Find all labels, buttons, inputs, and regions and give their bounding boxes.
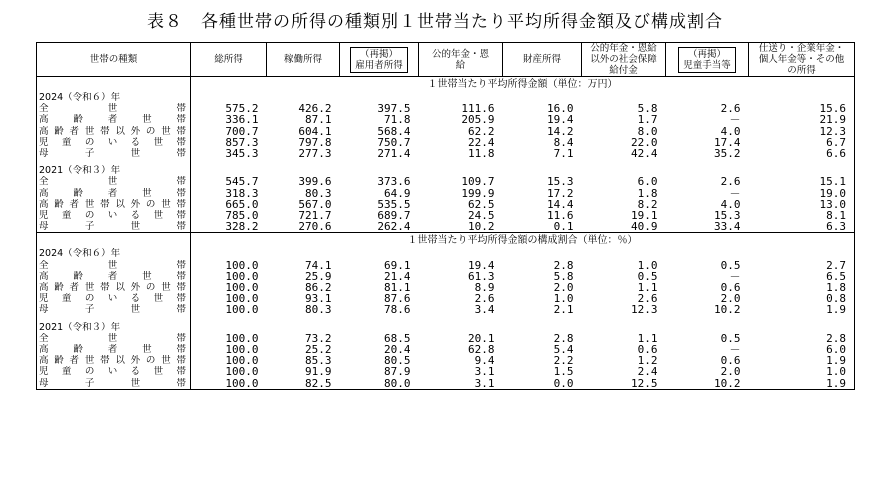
table-row: [37, 221, 855, 233]
value-cell: 3.4: [474, 304, 495, 316]
year-row-empty-cell: [582, 92, 666, 103]
value-cell: 81.1: [384, 282, 411, 294]
value-cell: 2.0: [553, 282, 574, 294]
value-cell: 10.2: [419, 221, 503, 233]
value-cell: 4.0: [720, 125, 741, 137]
value-cell: 14.2: [547, 125, 574, 137]
year-row-empty-cell: [749, 165, 855, 176]
value-cell: 73.2: [305, 332, 332, 345]
year-row-empty-cell: [267, 248, 340, 259]
header-employer-income: [340, 43, 419, 77]
household-type-label: 高 齢 者 世 帯: [37, 271, 191, 282]
year-row-empty-cell: [267, 165, 340, 176]
value-cell: 68.5: [384, 332, 411, 345]
value-cell: 665.0: [225, 198, 259, 211]
household-type-label: 母 子 世 帯: [37, 378, 191, 390]
value-cell: 19.4: [468, 259, 495, 271]
value-cell: 1.9: [749, 355, 855, 366]
year-row-empty-cell: [582, 322, 666, 333]
year-row-empty-cell: [419, 165, 503, 176]
value-cell: 1.0: [749, 366, 855, 377]
household-type-label: 母 子 世 帯: [37, 304, 191, 315]
value-cell: 100.0: [225, 282, 259, 294]
value-cell: 1.8: [637, 187, 658, 199]
header-public-pension: 公的年金・恩給: [419, 43, 503, 77]
value-cell: 22.4: [468, 136, 495, 149]
year-row-empty-cell: [267, 92, 340, 103]
income-table: [36, 42, 855, 390]
table-row: [37, 333, 855, 344]
value-cell: 689.7: [377, 210, 411, 222]
value-cell: 397.5: [377, 103, 411, 115]
value-cell: 15.1: [749, 176, 855, 187]
value-cell: 0.6: [637, 344, 658, 356]
value-cell: 85.3: [305, 355, 332, 367]
household-type-label: 高 齢 者 世 帯: [37, 114, 191, 125]
value-cell: 1.1: [637, 332, 658, 345]
value-cell: 21.4: [384, 270, 411, 283]
value-cell: 797.8: [298, 136, 332, 149]
value-cell: 64.9: [384, 187, 411, 199]
value-cell: 3.1: [474, 366, 495, 378]
household-type-label: 高 齢 者 世 帯: [37, 188, 191, 199]
household-type-label: 児童のいる世帯: [37, 137, 191, 148]
child-allowance-label: 児童手当等: [683, 59, 731, 71]
value-cell: 5.4: [553, 344, 574, 356]
value-cell: 2.0: [720, 366, 741, 378]
year-row-empty-cell: [749, 248, 855, 259]
table-row: [37, 304, 855, 315]
value-cell: 100.0: [225, 366, 259, 378]
value-cell: 42.4: [631, 148, 658, 160]
value-cell: 604.1: [298, 125, 332, 137]
value-cell: 205.9: [461, 114, 495, 126]
value-cell: 6.5: [749, 271, 855, 282]
value-cell: 35.2: [714, 148, 741, 160]
value-cell: 2.6: [637, 293, 658, 305]
value-cell: 1.1: [637, 282, 658, 294]
value-cell: 2.8: [553, 259, 574, 271]
year-row-empty-cell: [503, 322, 582, 333]
value-cell: 1.0: [553, 293, 574, 305]
year-row-empty-cell: [419, 248, 503, 259]
value-cell: 8.4: [553, 136, 574, 149]
value-cell: 10.2: [714, 304, 741, 316]
household-type-label: 全 世 帯: [37, 103, 191, 114]
value-cell: 5.8: [553, 270, 574, 283]
value-cell: 700.7: [225, 125, 259, 137]
year-row-empty-cell: [340, 92, 419, 103]
table-row: [37, 137, 855, 148]
table-row: [37, 210, 855, 221]
year-row: [37, 165, 855, 176]
value-cell: 82.5: [267, 378, 340, 390]
value-cell: 20.4: [384, 344, 411, 356]
employer-income-box: [350, 47, 408, 73]
value-cell: －: [729, 114, 741, 126]
value-cell: 2.7: [749, 260, 855, 271]
value-cell: 9.4: [474, 355, 495, 367]
table-header: [37, 43, 855, 77]
value-cell: 785.0: [225, 210, 259, 222]
year-row-empty-cell: [503, 92, 582, 103]
value-cell: 0.6: [720, 355, 741, 367]
value-cell: 25.2: [305, 344, 332, 356]
table-row: [37, 366, 855, 377]
year-row-empty-cell: [666, 92, 749, 103]
value-cell: 87.6: [384, 293, 411, 305]
year-row: [37, 322, 855, 333]
value-cell: 318.3: [225, 187, 259, 199]
value-cell: 0.1: [503, 221, 582, 233]
value-cell: 62.8: [468, 344, 495, 356]
table-row: [37, 282, 855, 293]
value-cell: 8.1: [749, 210, 855, 221]
value-cell: 1.7: [637, 114, 658, 126]
household-type-label: 高 齢 者 世 帯: [37, 344, 191, 355]
value-cell: 10.2: [666, 378, 749, 390]
value-cell: 535.5: [377, 198, 411, 211]
value-cell: 100.0: [225, 344, 259, 356]
table-row: [37, 148, 855, 159]
year-row-empty-cell: [503, 165, 582, 176]
year-row-empty-cell: [340, 248, 419, 259]
value-cell: 19.0: [749, 188, 855, 199]
value-cell: 111.6: [461, 103, 495, 115]
value-cell: 14.4: [547, 198, 574, 211]
table-row: [37, 260, 855, 271]
value-cell: 1.9: [749, 378, 855, 390]
year-row-empty-cell: [749, 92, 855, 103]
value-cell: 6.0: [637, 176, 658, 188]
year-label: 2024（令和６）年: [37, 248, 191, 259]
value-cell: 2.6: [720, 176, 741, 188]
year-row-empty-cell: [582, 165, 666, 176]
value-cell: 4.0: [720, 198, 741, 211]
value-cell: 2.6: [474, 293, 495, 305]
value-cell: 100.0: [225, 270, 259, 283]
value-cell: 271.4: [377, 148, 411, 160]
value-cell: 857.3: [225, 136, 259, 149]
value-cell: 270.6: [267, 221, 340, 233]
value-cell: 12.3: [631, 304, 658, 316]
table-row: [37, 378, 855, 390]
year-row: [37, 248, 855, 259]
year-row-empty-cell: [666, 322, 749, 333]
year-row-empty-cell: [191, 248, 267, 259]
value-cell: 87.9: [384, 366, 411, 378]
year-row: [37, 92, 855, 103]
value-cell: 8.2: [637, 198, 658, 211]
table-row: [37, 176, 855, 187]
value-cell: 71.8: [384, 114, 411, 126]
table-row: [37, 355, 855, 366]
value-cell: 74.1: [305, 259, 332, 271]
header-total-income: 総所得: [191, 43, 267, 77]
value-cell: 2.0: [720, 293, 741, 305]
year-row-empty-cell: [666, 165, 749, 176]
household-type-label: 全 世 帯: [37, 260, 191, 271]
value-cell: 12.3: [749, 126, 855, 137]
value-cell: 2.4: [637, 366, 658, 378]
value-cell: 91.9: [305, 366, 332, 378]
value-cell: 100.0: [225, 304, 259, 316]
year-row-empty-cell: [749, 322, 855, 333]
header-social-security: 公的年金・恩給以外の社会保障給付金: [582, 43, 666, 77]
value-cell: 568.4: [377, 125, 411, 137]
value-cell: 16.0: [547, 103, 574, 115]
value-cell: 750.7: [377, 136, 411, 149]
value-cell: 277.3: [298, 148, 332, 160]
header-child-allowance: [666, 43, 749, 77]
value-cell: 109.7: [461, 176, 495, 188]
section-header-row: [37, 233, 855, 249]
year-label: 2024（令和６）年: [37, 92, 191, 103]
value-cell: 80.3: [305, 304, 332, 316]
table-row: [37, 114, 855, 125]
value-cell: 0.5: [637, 270, 658, 283]
household-type-label: 全 世 帯: [37, 176, 191, 187]
value-cell: 3.1: [419, 378, 503, 390]
value-cell: 78.6: [384, 304, 411, 316]
table-row: [37, 293, 855, 304]
value-cell: 15.3: [547, 176, 574, 188]
value-cell: 199.9: [461, 187, 495, 199]
value-cell: 100.0: [225, 259, 259, 271]
household-type-label: 母 子 世 帯: [37, 221, 191, 233]
year-row-empty-cell: [340, 165, 419, 176]
table-title: 表８ 各種世帯の所得の種類別１世帯当たり平均所得金額及び構成割合: [147, 12, 723, 32]
value-cell: 100.0: [225, 332, 259, 345]
household-type-label: 母 子 世 帯: [37, 148, 191, 159]
table-row: [37, 199, 855, 210]
value-cell: 33.4: [666, 221, 749, 233]
household-type-label: 高齢者世帯以外の世帯: [37, 126, 191, 137]
household-type-label: 全 世 帯: [37, 333, 191, 344]
header-employment-income: 稼働所得: [267, 43, 340, 77]
value-cell: 22.0: [631, 136, 658, 149]
year-row-empty-cell: [419, 92, 503, 103]
table-row: [37, 188, 855, 199]
value-cell: 69.1: [384, 259, 411, 271]
household-type-label: 児童のいる世帯: [37, 210, 191, 221]
table-row: [37, 344, 855, 355]
value-cell: 19.4: [547, 114, 574, 126]
value-cell: 2.8: [749, 333, 855, 344]
value-cell: 25.9: [305, 270, 332, 283]
value-cell: 1.9: [749, 304, 855, 315]
value-cell: 12.5: [582, 378, 666, 390]
section-title: １世帯当たり平均所得金額の構成割合（単位：％）: [191, 233, 855, 249]
value-cell: 545.7: [225, 176, 259, 188]
employer-income-label: 雇用者所得: [355, 59, 403, 71]
table-row: [37, 126, 855, 137]
value-cell: 7.1: [553, 148, 574, 160]
value-cell: 80.0: [340, 378, 419, 390]
value-cell: 1.0: [637, 259, 658, 271]
value-cell: 15.6: [749, 103, 855, 114]
year-row-empty-cell: [267, 322, 340, 333]
employer-income-sub-label: （再掲）: [359, 48, 398, 60]
year-row-empty-cell: [666, 248, 749, 259]
child-allowance-sub-label: （再掲）: [687, 48, 726, 60]
household-type-label: 高齢者世帯以外の世帯: [37, 199, 191, 210]
value-cell: 2.1: [553, 304, 574, 316]
section-header-row: [37, 77, 855, 93]
header-household-type: 世帯の種類: [37, 43, 191, 77]
value-cell: 11.6: [547, 210, 574, 222]
value-cell: 100.0: [225, 355, 259, 367]
household-type-label: 児童のいる世帯: [37, 366, 191, 377]
value-cell: 1.5: [553, 366, 574, 378]
value-cell: 93.1: [305, 293, 332, 305]
value-cell: 24.5: [468, 210, 495, 222]
value-cell: 2.6: [720, 103, 741, 115]
value-cell: 8.9: [474, 282, 495, 294]
section-label-spacer: [37, 77, 191, 93]
value-cell: 336.1: [225, 114, 259, 126]
value-cell: 399.6: [298, 176, 332, 188]
value-cell: 15.3: [714, 210, 741, 222]
value-cell: －: [729, 270, 741, 283]
value-cell: 262.4: [340, 221, 419, 233]
value-cell: 100.0: [191, 378, 267, 390]
value-cell: 1.2: [637, 355, 658, 367]
value-cell: 0.6: [720, 282, 741, 294]
value-cell: 373.6: [377, 176, 411, 188]
table-body: [37, 77, 855, 390]
value-cell: 61.3: [468, 270, 495, 283]
household-type-label: 高齢者世帯以外の世帯: [37, 282, 191, 293]
value-cell: 11.8: [468, 148, 495, 160]
value-cell: 0.8: [749, 293, 855, 304]
value-cell: 17.2: [547, 187, 574, 199]
value-cell: 426.2: [298, 103, 332, 115]
value-cell: 13.0: [749, 199, 855, 210]
year-row-empty-cell: [191, 165, 267, 176]
value-cell: 6.6: [749, 148, 855, 159]
section-title: １世帯当たり平均所得金額（単位：万円）: [191, 77, 855, 93]
value-cell: 1.8: [749, 282, 855, 293]
value-cell: 575.2: [225, 103, 259, 115]
value-cell: 62.5: [468, 198, 495, 211]
table-row: [37, 103, 855, 114]
value-cell: 0.5: [720, 259, 741, 271]
value-cell: 100.0: [225, 293, 259, 305]
value-cell: －: [729, 187, 741, 199]
value-cell: －: [729, 344, 741, 356]
year-label: 2021（令和３）年: [37, 322, 191, 333]
year-row-empty-cell: [191, 92, 267, 103]
header-property-income: 財産所得: [503, 43, 582, 77]
value-cell: 2.2: [553, 355, 574, 367]
value-cell: 2.8: [553, 332, 574, 345]
value-cell: 19.1: [631, 210, 658, 222]
value-cell: 5.8: [637, 103, 658, 115]
year-row-empty-cell: [582, 248, 666, 259]
value-cell: 86.2: [305, 282, 332, 294]
value-cell: 0.5: [720, 332, 741, 345]
section-label-spacer: [37, 233, 191, 249]
value-cell: 0.0: [503, 378, 582, 390]
household-type-label: 高齢者世帯以外の世帯: [37, 355, 191, 366]
year-row-empty-cell: [340, 322, 419, 333]
value-cell: 345.3: [225, 148, 259, 160]
child-allowance-box: [678, 47, 736, 73]
value-cell: 6.7: [749, 137, 855, 148]
value-cell: 567.0: [298, 198, 332, 211]
value-cell: 328.2: [191, 221, 267, 233]
value-cell: 62.2: [468, 125, 495, 137]
table-row: [37, 271, 855, 282]
value-cell: 17.4: [714, 136, 741, 149]
year-label: 2021（令和３）年: [37, 165, 191, 176]
year-row-empty-cell: [503, 248, 582, 259]
value-cell: 80.5: [384, 355, 411, 367]
value-cell: 8.0: [637, 125, 658, 137]
value-cell: 40.9: [582, 221, 666, 233]
value-cell: 21.9: [749, 114, 855, 125]
value-cell: 6.3: [749, 221, 855, 233]
value-cell: 721.7: [298, 210, 332, 222]
value-cell: 6.0: [749, 344, 855, 355]
household-type-label: 児童のいる世帯: [37, 293, 191, 304]
value-cell: 80.3: [305, 187, 332, 199]
year-row-empty-cell: [419, 322, 503, 333]
value-cell: 87.1: [305, 114, 332, 126]
header-remittance: 仕送り・企業年金・個人年金等・その他の所得: [749, 43, 855, 77]
year-row-empty-cell: [191, 322, 267, 333]
value-cell: 20.1: [468, 332, 495, 345]
